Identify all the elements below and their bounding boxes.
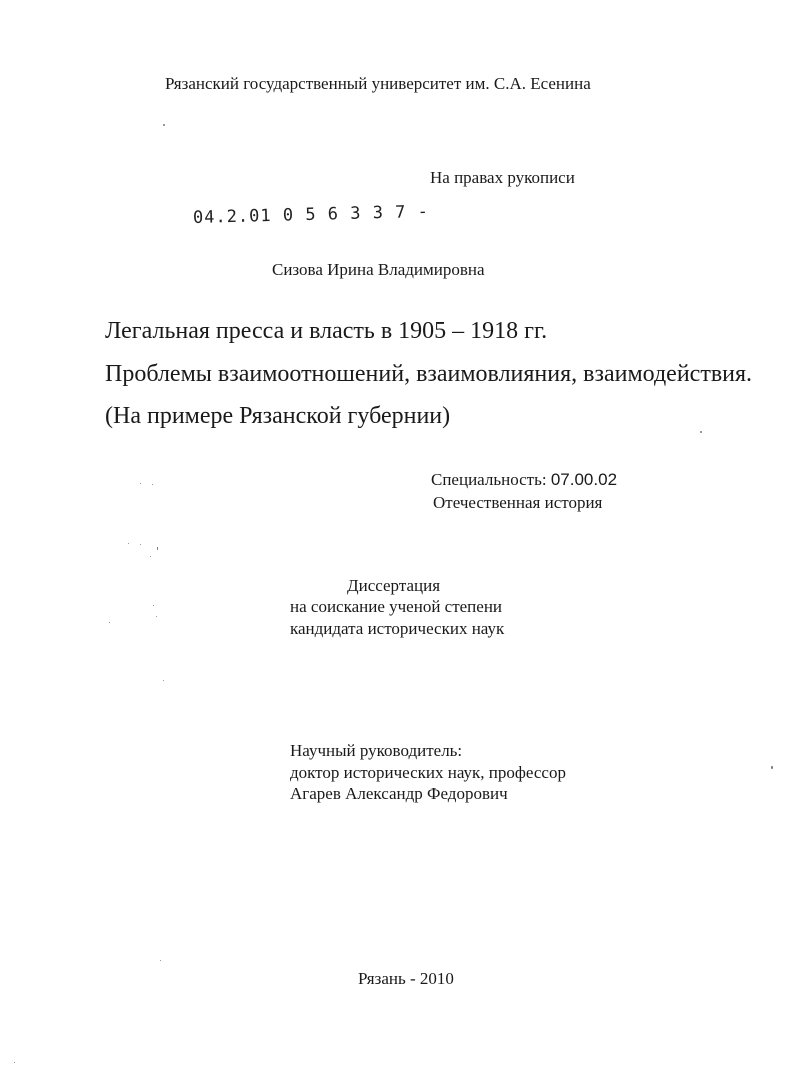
university-name: Рязанский государственный университет им. С.А. Есенина	[165, 74, 591, 93]
degree-purpose-line: на соискание ученой степени	[290, 597, 503, 616]
advisor-name: Агарев Александр Федорович	[290, 784, 508, 803]
scan-speck	[153, 605, 154, 606]
scan-speck	[128, 543, 129, 544]
thesis-title-line-2: Проблемы взаимоотношений, взаимовлияния, взаимодействия.	[105, 361, 753, 387]
scan-speck	[771, 766, 773, 769]
advisor-label: Научный руководитель:	[290, 741, 463, 760]
thesis-title-line-1: Легальная пресса и власть в 1905 – 1918 гг.	[105, 318, 548, 344]
scan-speck	[700, 431, 702, 433]
scan-speck	[160, 960, 161, 961]
specialty-label: Специальность:	[431, 470, 547, 489]
author-name: Сизова Ирина Владимировна	[272, 260, 485, 279]
scan-speck	[156, 616, 157, 617]
scan-speck	[140, 483, 141, 484]
specialty-code: 07.00.02	[550, 470, 618, 489]
advisor-degree: доктор исторических наук, профессор	[290, 763, 566, 782]
scan-speck	[150, 556, 151, 557]
specialty-line	[431, 470, 617, 490]
scan-speck	[140, 544, 141, 545]
city-and-year: Рязань - 2010	[358, 969, 454, 988]
thesis-title-line-3: (На примере Рязанской губернии)	[105, 403, 451, 429]
scan-speck	[163, 124, 165, 126]
manuscript-rights-note: На правах рукописи	[430, 168, 575, 187]
scan-speck	[14, 1062, 15, 1063]
archive-stamp-number: 04.2.01 0 5 6 3 3 7 -	[192, 201, 430, 228]
scan-speck	[163, 680, 164, 681]
degree-name-line: кандидата исторических наук	[290, 619, 505, 638]
scan-speck	[157, 547, 158, 550]
scan-speck	[109, 622, 110, 623]
scan-speck	[152, 484, 153, 485]
dissertation-label: Диссертация	[347, 576, 441, 595]
specialty-name: Отечественная история	[433, 493, 603, 512]
